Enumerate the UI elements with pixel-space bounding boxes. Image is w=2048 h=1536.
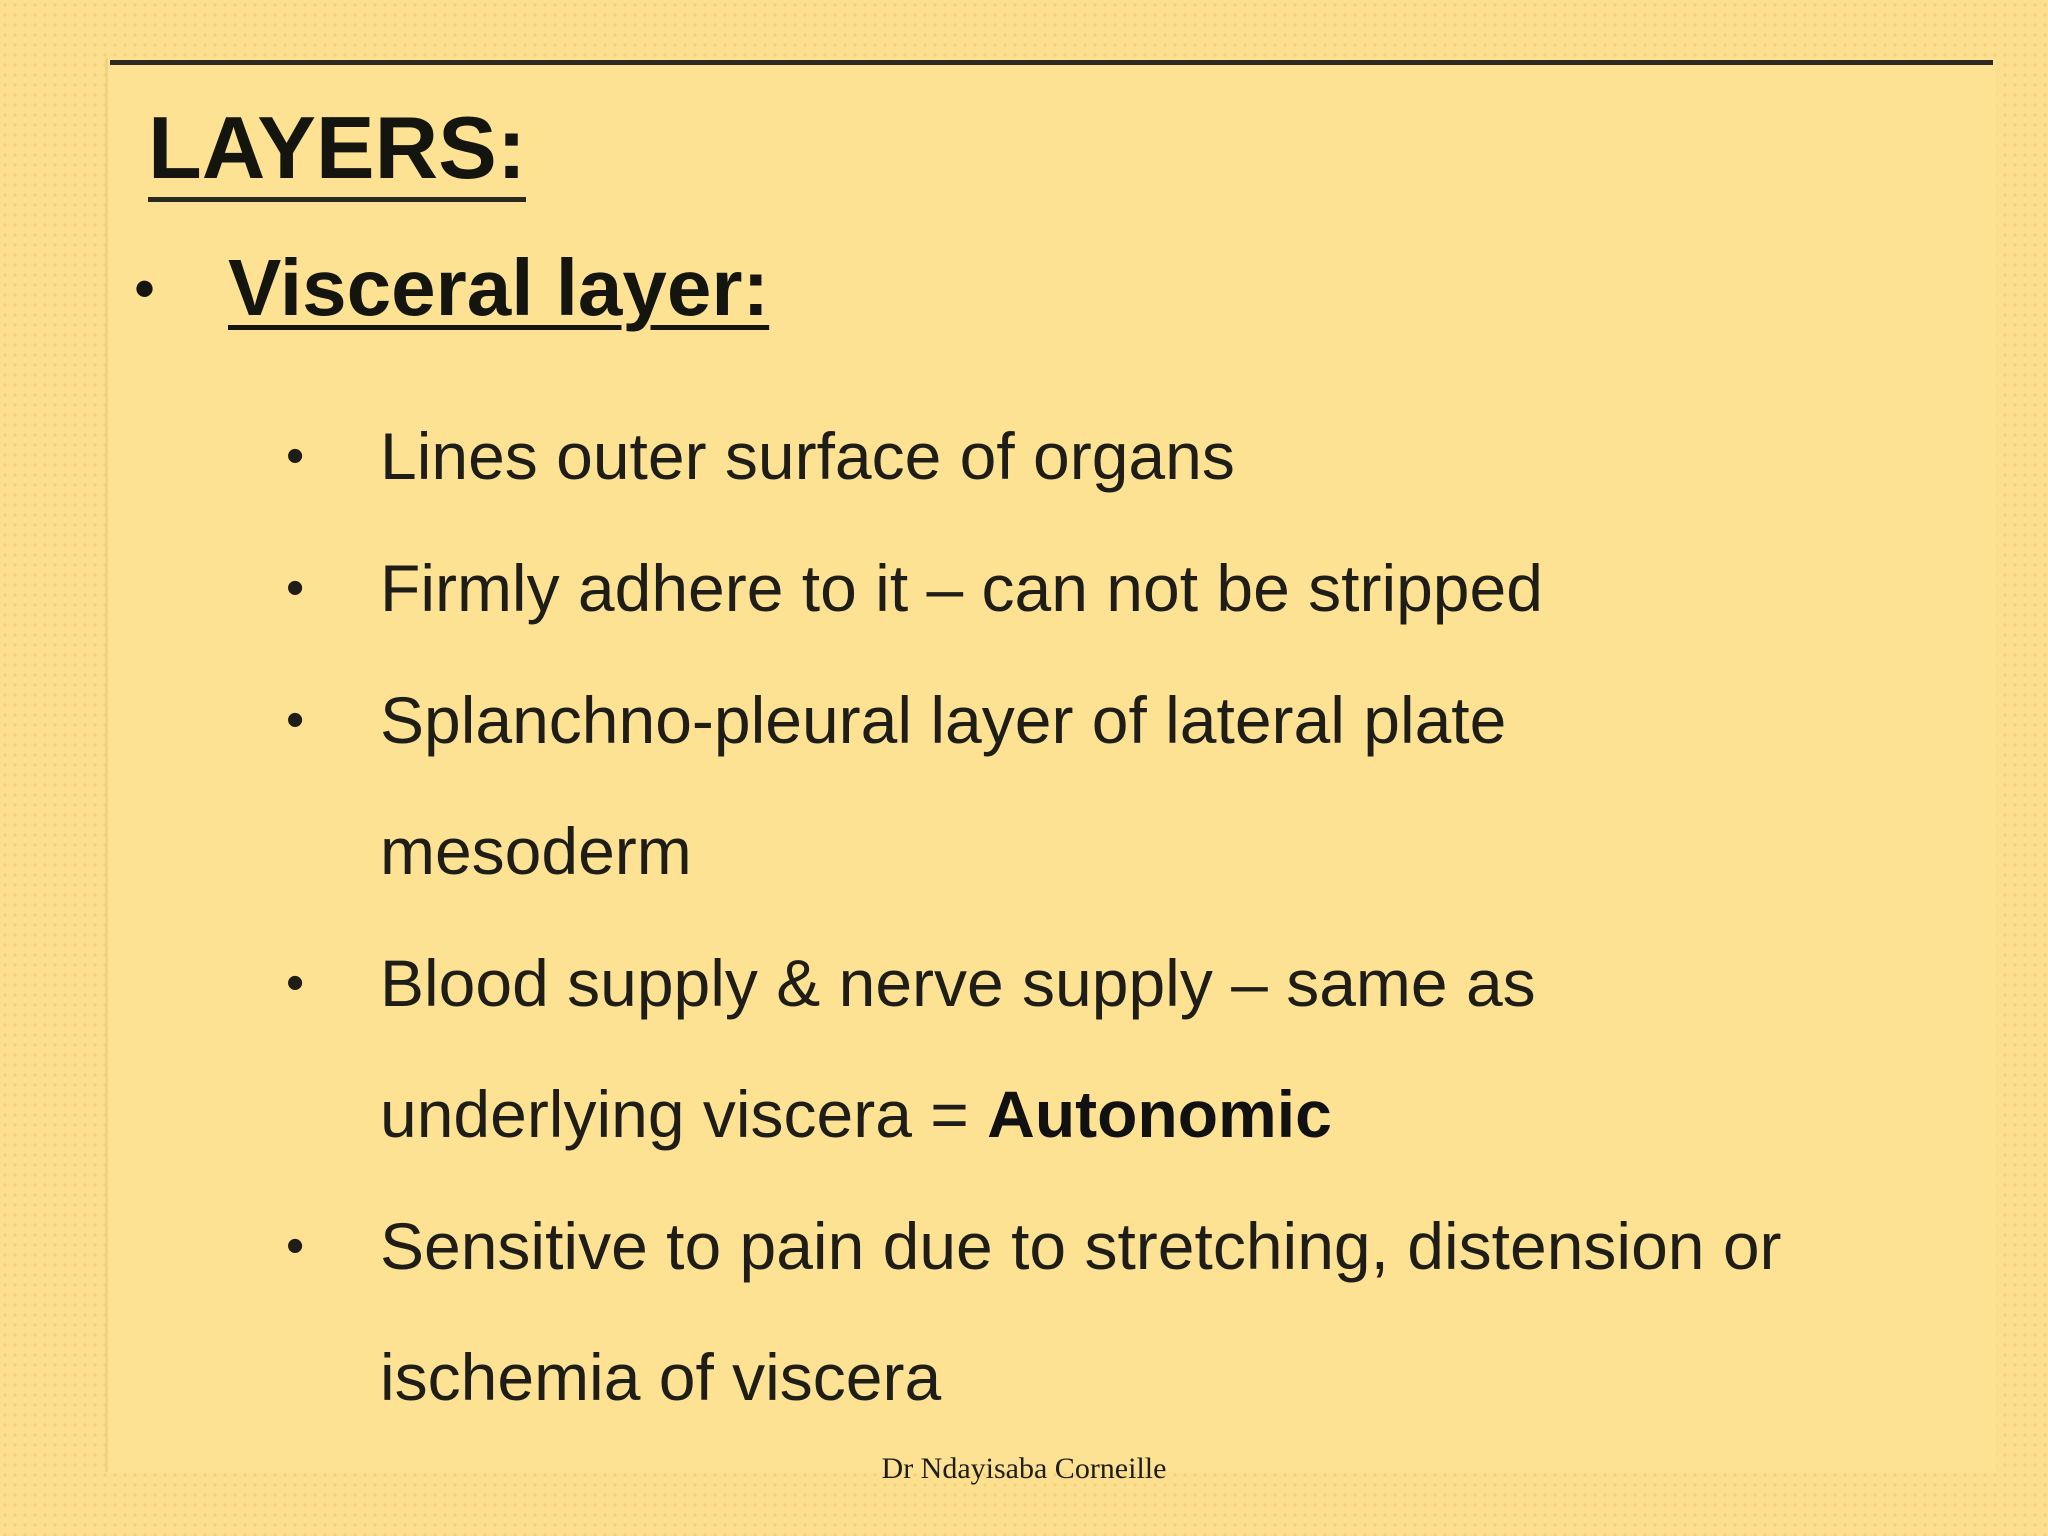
- point-4-text-prefix: underlying viscera =: [380, 1077, 988, 1151]
- bullet-icon: •: [286, 559, 305, 617]
- bullet-icon: •: [286, 691, 305, 749]
- bullet-icon: •: [286, 954, 305, 1012]
- slide-heading: LAYERS:: [148, 100, 526, 202]
- section-bullet-icon: •: [134, 254, 156, 322]
- top-divider-line: [110, 60, 1993, 65]
- bullet-icon: •: [286, 427, 305, 485]
- bullet-icon: •: [286, 1217, 305, 1275]
- point-3-text-line-1: Splanchno-pleural layer of lateral plate: [380, 683, 1507, 757]
- section-visceral-layer: [134, 243, 770, 332]
- point-3-text-line-2: mesoderm: [380, 814, 692, 888]
- point-2-text: Firmly adhere to it – can not be stripped: [380, 551, 1543, 625]
- footer-author: Dr Ndayisaba Corneille: [881, 1452, 1167, 1485]
- point-1-text: Lines outer surface of organs: [380, 419, 1235, 493]
- point-4-text-line-1: Blood supply & nerve supply – same as: [380, 946, 1536, 1020]
- point-4-text-line-2: [380, 1074, 1332, 1154]
- section-title: Visceral layer:: [228, 243, 770, 332]
- point-5-text-line-1: Sensitive to pain due to stretching, distension or: [380, 1209, 1782, 1283]
- point-4-text-emphasis: Autonomic: [987, 1077, 1332, 1151]
- point-5-text-line-2: ischemia of viscera: [380, 1340, 942, 1414]
